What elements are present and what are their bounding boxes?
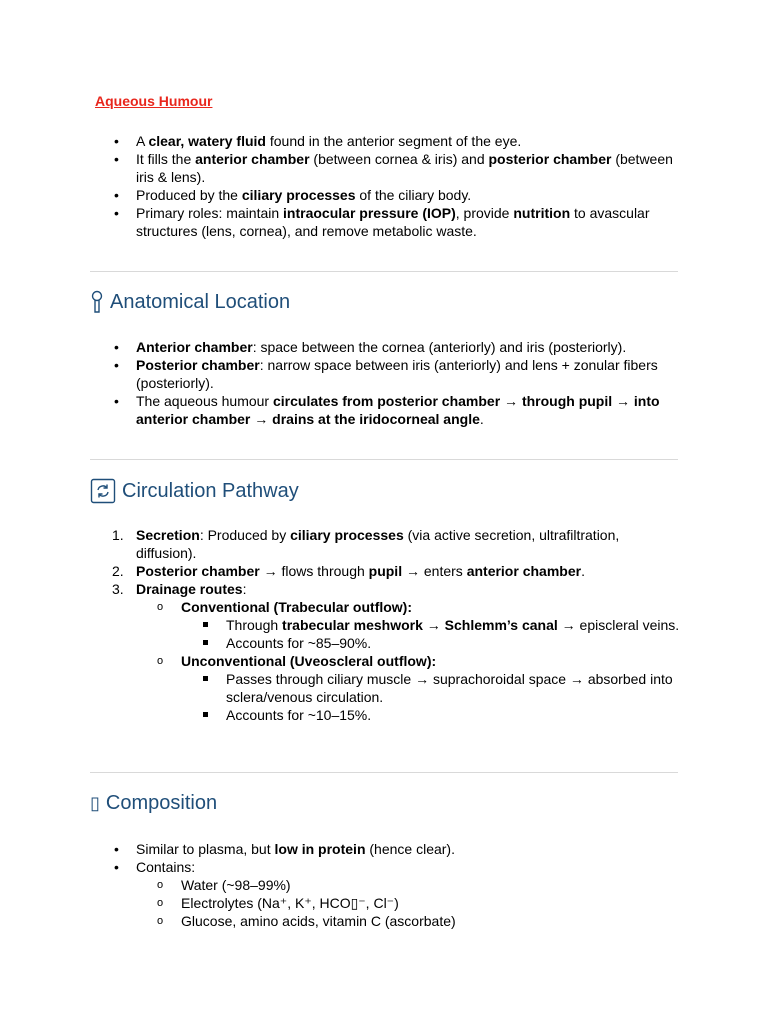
pin-icon [90, 290, 104, 314]
section-heading-anatomical: Anatomical Location [90, 290, 290, 314]
list-item: o Water (~98–99%) [157, 877, 291, 893]
list-item: • Contains: [112, 858, 682, 876]
list-item: • It fills the anterior chamber (between cornea & iris) and posterior chamber (between iris & lens). [112, 150, 682, 186]
list-item: • The aqueous humour circulates from posterior chamber → through pupil → into anterior chamber → drains at the iridocorneal angle. [112, 392, 682, 428]
list-item: o Glucose, amino acids, vitamin C (ascorbate) [157, 913, 456, 929]
list-item: o Electrolytes (Na⁺, K⁺, HCO▯⁻, Cl⁻) [157, 895, 399, 911]
list-item: Accounts for ~10–15%. [112, 706, 682, 724]
list-item: Passes through ciliary muscle → suprachoroidal space → absorbed into sclera/venous circulation. [112, 670, 682, 706]
list-item: Accounts for ~85–90%. [112, 634, 682, 652]
list-item: 2. Posterior chamber → flows through pupil → enters anterior chamber. [112, 563, 585, 579]
list-item: 1. Secretion: Produced by ciliary processes (via active secretion, ultrafiltration, diffusion). [112, 527, 620, 561]
intro-list [112, 132, 682, 240]
list-item: o Unconventional (Uveoscleral outflow): [157, 653, 437, 669]
list-item: 3. Drainage routes: [112, 581, 247, 597]
list-item: • A clear, watery fluid found in the anterior segment of the eye. [112, 132, 682, 150]
divider [90, 772, 678, 773]
list-item: • Primary roles: maintain intraocular pressure (IOP), provide nutrition to avascular structures (lens, cornea), and remove metabolic waste. [112, 204, 682, 240]
list-item: Through trabecular meshwork → Schlemm’s canal → episcleral veins. [112, 616, 682, 634]
list-item: • Anterior chamber: space between the cornea (anteriorly) and iris (posteriorly). [112, 338, 682, 356]
list-item: • Posterior chamber: narrow space between iris (anteriorly) and lens + zonular fibers (posteriorly). [112, 356, 682, 392]
list-item: • Similar to plasma, but low in protein (hence clear). [112, 840, 682, 858]
list-item: o Conventional (Trabecular outflow): [157, 599, 413, 615]
box-icon: ▯ [90, 793, 100, 813]
list-item: • Produced by the ciliary processes of the ciliary body. [112, 186, 682, 204]
page-title: Aqueous Humour [95, 93, 213, 109]
divider [90, 459, 678, 460]
circulation-list [112, 526, 682, 724]
composition-list [112, 840, 682, 930]
section-heading-circulation: Circulation Pathway [90, 478, 299, 504]
divider [90, 271, 678, 272]
section-heading-composition: ▯ Composition [90, 792, 218, 814]
cycle-icon [90, 478, 116, 504]
anatomical-list [112, 338, 682, 428]
